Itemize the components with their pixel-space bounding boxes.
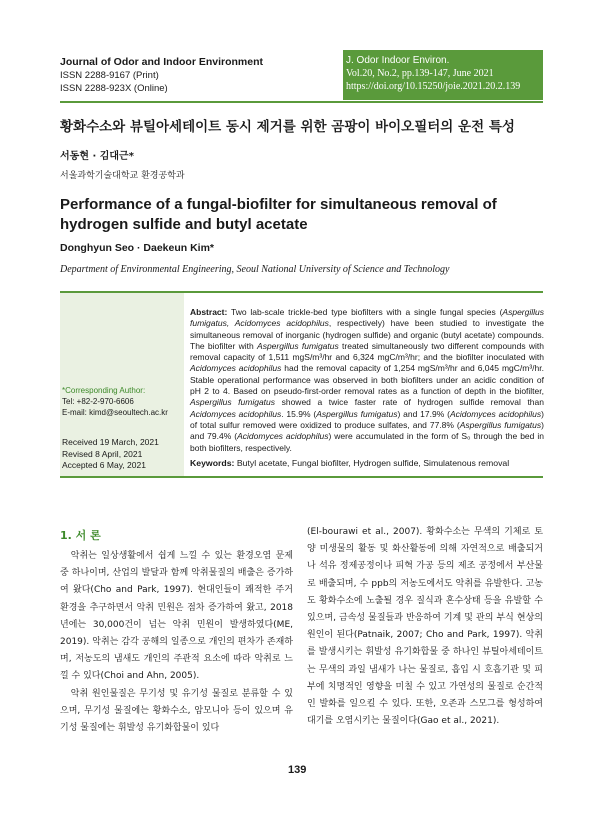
date-accepted: Accepted 6 May, 2021 (62, 460, 146, 470)
date-received: Received 19 March, 2021 (62, 437, 159, 447)
abstract-text: treated simultaneously two different compounds with removal capacity of 1,511 mgS/m³/hr and 6,324 mgC/m³/hr; and the biofilter inoculated with (190, 340, 545, 363)
species-name: Acidomyces acidophilus (190, 363, 282, 374)
species-name: Acidomyces acidophilus (190, 408, 282, 419)
affiliation-english: Department of Environmental Engineering, Seoul National University of Science and Technology (60, 264, 450, 275)
citation-volume: Vol.20, No.2, pp.139-147, June 2021 (346, 68, 494, 79)
keywords-label: Keywords: (190, 458, 235, 468)
abstract-text: had the removal capacity of 1,254 mgS/m³/hr and 6,045 mgC/m³/hr. Stable operational performance was observed in both biofilters under an acidic condition of pH 2 to 4. Based on pseudo-first-order removal rates as a function of depth in the biofilter, (190, 363, 544, 397)
header-divider (60, 101, 543, 103)
abstract-bottom-divider (60, 476, 543, 478)
title-korean: 황화수소와 뷰틸아세테이트 동시 제거를 위한 곰팡이 바이오필터의 운전 특성 (60, 119, 515, 135)
body-paragraph: (El-bourawi et al., 2007). 황화수소는 무색의 기체로 토양 미생물의 활동 및 화산활동에 의해 자연적으로 배출되거나 석유 정제공정이나 피혁 가공 등의 제조 공정에서 부산물로 배출되며, 수 ppb의 저농도에서도 악취를 유발한다. 고농도 황화수소에 노출될 경우 질식과 혼수상태 등을 유발할 수 있으며, 금속성 물질들과 반응하여 기계 및 관의 부식 현상의 원인이 된다(Patnaik, 2007; Cho and Park, 1997). 악취를 발생시키는 휘발성 유기화합물 중 하나인 뷰틸아세테이트는 무색의 과일 냄새가 나는 물질로, 흡입 시 호흡기관 및 피부에 치명적인 영향을 미칠 수 있고 가연성의 물질로 순간적인 발화를 일으킬 수 있다. 또한, 오존과 스모그를 형성하여 대기를 오염시키는 물질이다(Gao et al., 2021). (307, 527, 543, 727)
abstract-text: ) were accumulated in the form of S₀ through the bed in both biofilters, respectively. (190, 431, 544, 453)
date-revised: Revised 8 April, 2021 (62, 448, 143, 459)
abstract-text: , respectively) have been studied to investigate the simultaneous removal of inorganic (hydrogen sulfide) and organic (butyl acetate) compounds. The biofilter with (190, 318, 544, 351)
abstract-text: ) and 17.9% ( (397, 408, 450, 419)
keywords-text: Butyl acetate, Fungal biofilter, Hydrogen sulfide, Simulatenous removal (234, 458, 510, 468)
title-english: Performance of a fungal-biofilter for simultaneous removal of hydrogen sulfide and butyl acetate (60, 196, 497, 233)
abstract-text: ) of total sulfur removed were oxidized to produce sulfates, and 77.8% ( (190, 408, 544, 430)
body-column-right (307, 524, 543, 730)
issn-print: ISSN 2288-9167 (Print) (60, 70, 159, 81)
species-name: Aspergillus fumigatus (257, 340, 339, 351)
abstract-text: . 15.9% ( (281, 408, 317, 419)
species-name: Aspergillus fumigatus, Acidomyces acidophilus (190, 307, 544, 329)
species-name: Aspergillus fumigatus (190, 397, 276, 408)
corresponding-email[interactable]: E-mail: kimd@seoultech.ac.kr (62, 408, 168, 417)
issn-online: ISSN 2288-923X (Online) (60, 83, 168, 94)
section-heading-introduction: 1. 서 론 (60, 529, 101, 542)
species-name: Aspergillus fumigatus (459, 419, 542, 430)
citation-abbreviation: J. Odor Indoor Environ. (346, 55, 450, 66)
affiliation-korean: 서울과학기술대학교 환경공학과 (60, 171, 185, 181)
abstract-text: showed a twice faster rate of hydrogen sulfide removal than (275, 397, 544, 408)
citation-box (343, 50, 543, 100)
species-name: Acidomyces acidophilus (237, 431, 329, 442)
authors-korean: 서동현 · 김대근* (60, 151, 134, 162)
body-column-left (60, 548, 293, 737)
keywords (190, 458, 544, 468)
correspondence-info (62, 385, 182, 418)
journal-info (60, 55, 340, 95)
page-number: 139 (288, 764, 307, 776)
body-paragraph: 악취 원인물질은 무기성 및 유기성 물질로 분류할 수 있으며, 무기성 물질에는 황화수소, 암모니아 등이 있으며 유기성 물질에는 휘발성 유기화합물이 있다 (60, 688, 293, 734)
abstract-label: Abstract: (190, 307, 228, 317)
citation-doi[interactable]: https://doi.org/10.15250/joie.2021.20.2.139 (346, 81, 521, 92)
article-dates (62, 437, 182, 472)
abstract-text: Two lab-scale trickle-bed type biofilters with a single fungal species ( (227, 307, 503, 317)
journal-name: Journal of Odor and Indoor Environment (60, 56, 264, 68)
species-name: Acidomyces acidophilus (449, 408, 542, 419)
corresponding-tel: Tel: +82-2-970-6606 (62, 397, 134, 406)
abstract-text: ) and 79.4% ( (190, 419, 544, 442)
corresponding-author-label: *Corresponding Author: (62, 386, 146, 395)
authors-english: Donghyun Seo · Daekeun Kim* (60, 242, 215, 254)
body-paragraph: 악취는 일상생활에서 쉽게 느낄 수 있는 환경오염 문제 중 하나이며, 산업의 발달과 함께 악취물질의 배출은 증가하여 왔다(Cho and Park, 1997). 현대인들이 쾌적한 주거 환경을 추구하면서 악취 민원은 점차 증가하여 왔고, 2018년에는 30,000건이 넘는 악취 민원이 발생하였다(ME, 2019). 악취는 감각 공해의 일종으로 개인의 편차가 존재하며, 저농도의 냄새도 개인의 주관적 요소에 따라 악취로 느낄 수 있다(Choi and Ahn, 2005). (60, 551, 293, 682)
abstract (190, 307, 544, 454)
species-name: Aspergillus fumigatus (316, 408, 398, 419)
